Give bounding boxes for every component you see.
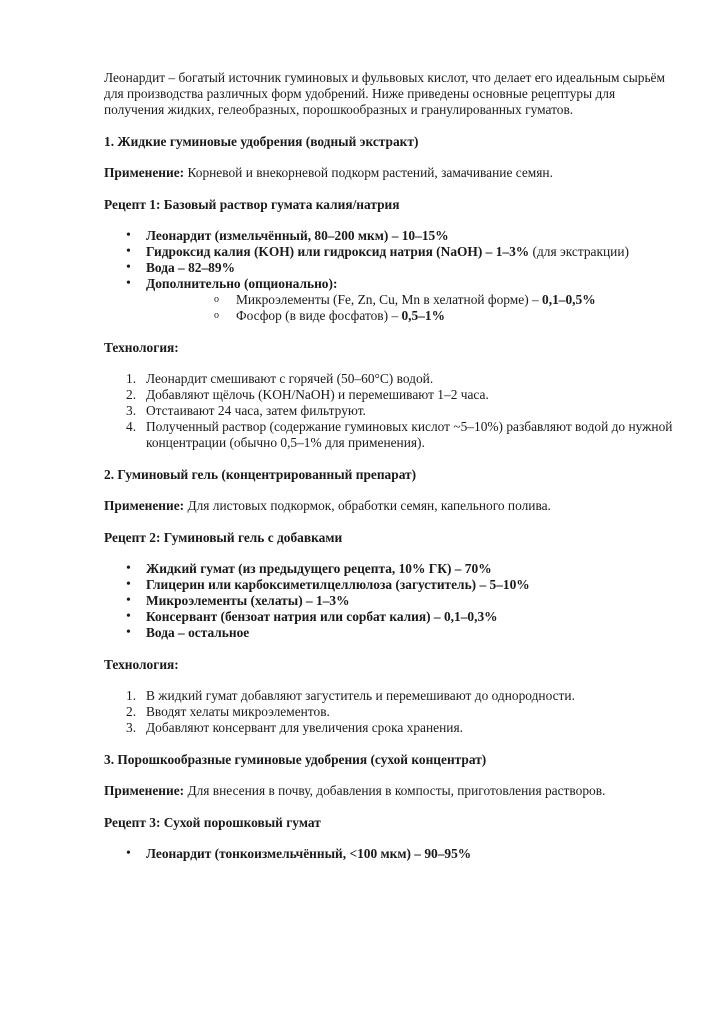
section-2-title: 2. Гуминовый гель (концентрированный препарат)	[104, 467, 417, 482]
section-1-title: 1. Жидкие гуминовые удобрения (водный экстракт)	[104, 134, 419, 149]
list-item	[104, 371, 676, 387]
list-item	[104, 228, 676, 244]
application-text: Корневой и внекорневой подкорм растений, замачивание семян.	[184, 165, 553, 180]
ingredient-name: Леонардит (измельчённый, 80–200 мкм) – 10–15%	[146, 228, 449, 243]
step-text: Леонардит смешивают с горячей (50–60°C) водой.	[146, 371, 434, 386]
application-text: Для внесения в почву, добавления в компосты, приготовления растворов.	[184, 783, 606, 798]
intro-paragraph: Леонардит – богатый источник гуминовых и фульвовых кислот, что делает его идеальным сырьём для производства различных форм удобрений. Ниже приведены основные рецептуры для получения жидких, гелеобразных, порошкообразных и гранулированных гуматов.	[104, 70, 665, 117]
list-item	[104, 593, 676, 609]
technology-1-title: Технология:	[104, 340, 179, 355]
step-text: Добавляют консервант для увеличения срока хранения.	[146, 720, 463, 735]
list-item	[104, 609, 676, 625]
list-item	[104, 846, 676, 862]
step-number: 4.	[126, 419, 137, 434]
ingredient-name: Вода – 82–89%	[146, 260, 235, 275]
step-text: Добавляют щёлочь (KOH/NaOH) и перемешивают 1–2 часа.	[146, 387, 489, 402]
application-text: Для листовых подкормок, обработки семян, капельного полива.	[184, 498, 551, 513]
list-item	[104, 704, 676, 720]
recipe-3-ingredients	[104, 846, 676, 862]
list-item	[146, 308, 676, 324]
ingredient-name: Глицерин или карбоксиметилцеллюлоза (загуститель) – 5–10%	[146, 577, 530, 592]
step-text: Отстаивают 24 часа, затем фильтруют.	[146, 403, 366, 418]
document-page	[104, 70, 676, 878]
additive-amount: 0,5–1%	[401, 308, 446, 323]
list-item	[104, 387, 676, 403]
technology-2-steps	[104, 688, 676, 736]
technology-2-title: Технология:	[104, 657, 179, 672]
step-number: 1.	[126, 371, 137, 386]
section-2-application	[104, 498, 676, 514]
step-text: Полученный раствор (содержание гуминовых кислот ~5–10%) разбавляют водой до нужной концентрации (обычно 0,5–1% для применения).	[146, 419, 673, 450]
additive-amount: 0,1–0,5%	[542, 292, 596, 307]
list-item	[104, 244, 676, 260]
application-label: Применение:	[104, 165, 185, 180]
step-text: Вводят хелаты микроэлементов.	[146, 704, 330, 719]
additive-name: Микроэлементы (Fe, Zn, Cu, Mn в хелатной форме) –	[236, 292, 543, 307]
step-number: 3.	[126, 403, 137, 418]
list-item	[104, 625, 676, 641]
ingredient-note: (для экстракции)	[529, 244, 629, 259]
ingredient-name: Жидкий гумат (из предыдущего рецепта, 10% ГК) – 70%	[146, 561, 492, 576]
list-item	[104, 403, 676, 419]
section-3-application	[104, 783, 676, 799]
ingredient-name: Дополнительно (опционально):	[146, 276, 338, 291]
application-label: Применение:	[104, 498, 185, 513]
step-number: 2.	[126, 704, 137, 719]
section-3-title: 3. Порошкообразные гуминовые удобрения (сухой концентрат)	[104, 752, 487, 767]
list-item	[146, 292, 676, 308]
step-text: В жидкий гумат добавляют загуститель и перемешивают до однородности.	[146, 688, 575, 703]
list-item	[104, 720, 676, 736]
technology-1-steps	[104, 371, 676, 451]
recipe-1-ingredients	[104, 228, 676, 324]
ingredient-name: Вода – остальное	[146, 625, 250, 640]
recipe-2-title: Рецепт 2: Гуминовый гель с добавками	[104, 530, 343, 545]
ingredient-name: Гидроксид калия (KOH) или гидроксид натрия (NaOH) – 1–3%	[146, 244, 530, 259]
list-item	[104, 561, 676, 577]
list-item	[104, 260, 676, 276]
step-number: 3.	[126, 720, 137, 735]
recipe-3-title: Рецепт 3: Сухой порошковый гумат	[104, 815, 321, 830]
ingredient-name: Консервант (бензоат натрия или сорбат калия) – 0,1–0,3%	[146, 609, 498, 624]
optional-additives-list	[146, 292, 676, 324]
list-item	[104, 577, 676, 593]
step-number: 2.	[126, 387, 137, 402]
list-item	[104, 276, 676, 324]
application-label: Применение:	[104, 783, 185, 798]
ingredient-name: Микроэлементы (хелаты) – 1–3%	[146, 593, 350, 608]
section-1-application	[104, 165, 676, 181]
list-item	[104, 688, 676, 704]
list-item	[104, 419, 676, 451]
step-number: 1.	[126, 688, 137, 703]
ingredient-name: Леонардит (тонкоизмельчённый, <100 мкм) – 90–95%	[146, 846, 472, 861]
recipe-2-ingredients	[104, 561, 676, 641]
recipe-1-title: Рецепт 1: Базовый раствор гумата калия/натрия	[104, 197, 400, 212]
additive-name: Фосфор (в виде фосфатов) –	[236, 308, 402, 323]
